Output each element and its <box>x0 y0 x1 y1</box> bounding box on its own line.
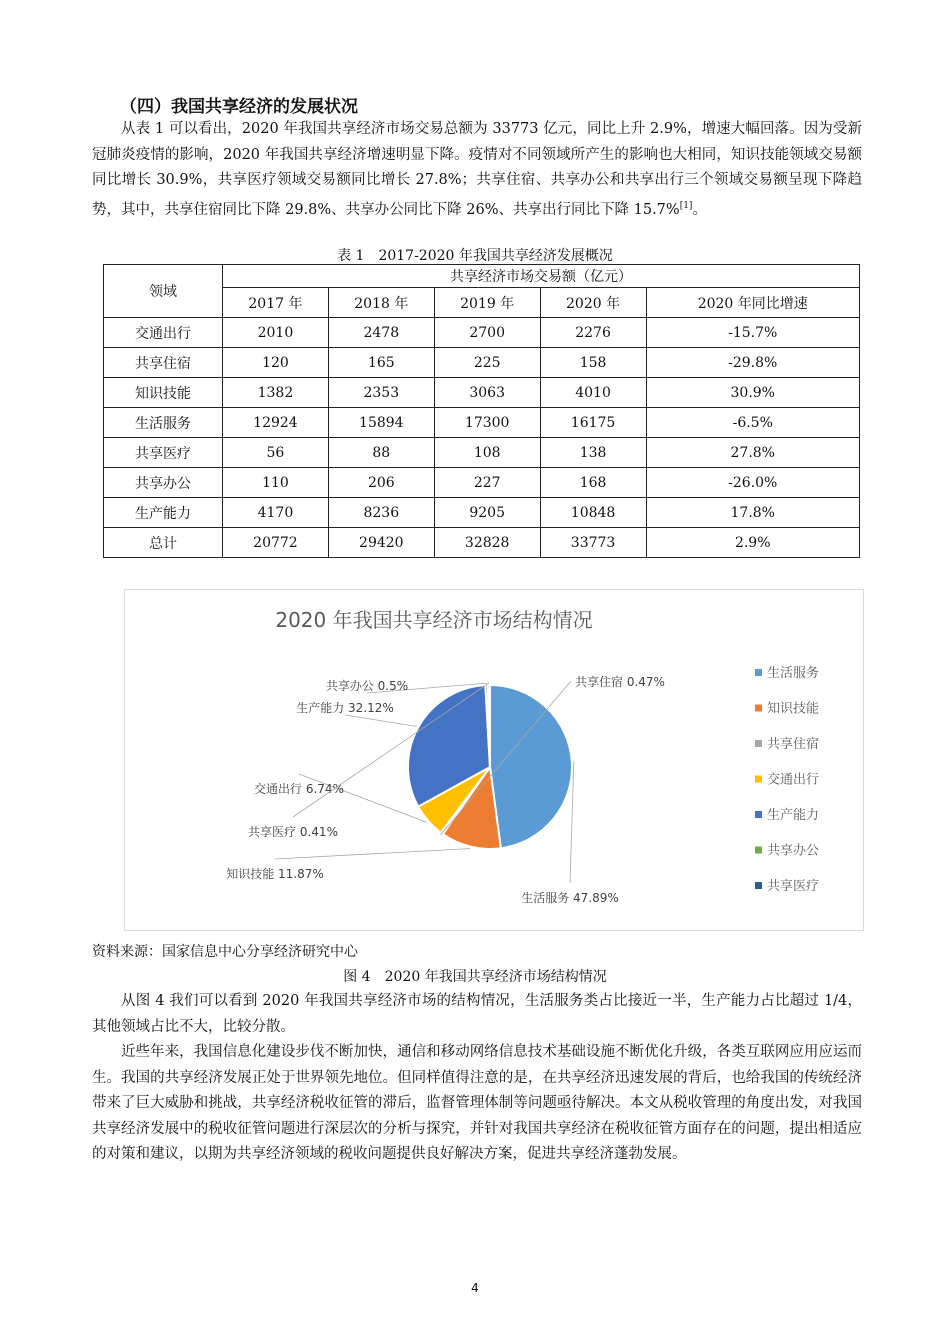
table-cell: 2010 <box>223 318 329 348</box>
table-cell: 88 <box>328 438 434 468</box>
source-note: 资料来源：国家信息中心分享经济研究中心 <box>92 944 358 960</box>
data-label: 知识技能 11.87% <box>226 867 324 881</box>
citation-ref: [1] <box>679 200 693 211</box>
legend-swatch <box>755 847 762 854</box>
row-label: 生产能力 <box>104 498 223 528</box>
table-cell: 9205 <box>434 498 540 528</box>
paragraph-1-end: 。 <box>692 201 707 218</box>
row-label: 知识技能 <box>104 378 223 408</box>
table-cell: 20772 <box>223 528 329 558</box>
pie-slice <box>490 685 572 848</box>
table-header-row <box>104 265 860 288</box>
legend-label: 知识技能 <box>767 701 820 717</box>
column-header: 2020 年 <box>540 288 646 318</box>
pie-chart-container <box>124 589 864 931</box>
table-cell: 2353 <box>328 378 434 408</box>
table-cell: 4170 <box>223 498 329 528</box>
table-cell: 12924 <box>223 408 329 438</box>
column-header: 2018 年 <box>328 288 434 318</box>
figure-caption: 图 4 2020 年我国共享经济市场结构情况 <box>343 969 607 985</box>
table-cell: 4010 <box>540 378 646 408</box>
table-cell: 33773 <box>540 528 646 558</box>
table-cell: 2478 <box>328 318 434 348</box>
table-cell: 227 <box>434 468 540 498</box>
column-header: 2017 年 <box>223 288 329 318</box>
table-row <box>104 528 860 558</box>
table-cell: 108 <box>434 438 540 468</box>
data-table <box>103 264 860 558</box>
legend-label: 共享办公 <box>767 843 820 859</box>
legend-label: 生活服务 <box>767 666 820 681</box>
table-cell: 17300 <box>434 408 540 438</box>
table-cell: 29420 <box>328 528 434 558</box>
data-label: 交通出行 6.74% <box>254 782 344 796</box>
legend-swatch <box>755 669 762 676</box>
row-label: 交通出行 <box>104 318 223 348</box>
table-cell: 206 <box>328 468 434 498</box>
table-cell: -29.8% <box>646 348 860 378</box>
table-cell: 2.9% <box>646 528 860 558</box>
table-cell: 2276 <box>540 318 646 348</box>
paragraph-1 <box>92 117 862 223</box>
table-cell: 225 <box>434 348 540 378</box>
row-label: 总计 <box>104 528 223 558</box>
legend-label: 交通出行 <box>767 772 820 788</box>
legend-swatch <box>755 811 762 818</box>
chart-title: 2020 年我国共享经济市场结构情况 <box>275 608 593 632</box>
table-cell: 30.9% <box>646 378 860 408</box>
leader-line <box>275 849 470 859</box>
legend-label: 共享住宿 <box>767 737 820 752</box>
row-label: 生活服务 <box>104 408 223 438</box>
table-cell: 1382 <box>223 378 329 408</box>
legend-swatch <box>755 705 762 712</box>
table-cell: -15.7% <box>646 318 860 348</box>
paragraph-1-text: 从表 1 可以看出，2020 年我国共享经济市场交易总额为 33773 亿元，同比上升 2.9%，增速大幅回落。因为受新冠肺炎疫情的影响，2020 年我国共享经济增速明显下降。疫情对不同领域所产生的影响也大相同，知识技能领域交易额同比增长 30.9%，共享医疗领域交易额同比增长 27.8%；共享住宿、共享办公和共享出行三个领域交易额呈现下降趋势，其中，共享住宿同比下降 29.8%、共享办公同比下降 26%、共享出行同比下降 15.7% <box>92 121 862 218</box>
pie-chart <box>125 590 863 930</box>
table-cell: 10848 <box>540 498 646 528</box>
table-cell: 56 <box>223 438 329 468</box>
corner-header: 领域 <box>104 265 223 318</box>
page-number: 4 <box>471 1281 479 1295</box>
data-label: 共享住宿 0.47% <box>575 675 665 689</box>
table-row <box>104 468 860 498</box>
table-cell: 16175 <box>540 408 646 438</box>
row-label: 共享医疗 <box>104 438 223 468</box>
table-cell: 8236 <box>328 498 434 528</box>
paragraph-2: 从图 4 我们可以看到 2020 年我国共享经济市场的结构情况，生活服务类占比接近一半，生产能力占比超过 1/4，其他领域占比不大，比较分散。 <box>92 993 862 1035</box>
legend-swatch <box>755 740 762 747</box>
table-row <box>104 348 860 378</box>
table-row <box>104 318 860 348</box>
table-cell: -26.0% <box>646 468 860 498</box>
table-cell: 110 <box>223 468 329 498</box>
table-cell: 27.8% <box>646 438 860 468</box>
table-cell: 32828 <box>434 528 540 558</box>
table-caption: 表 1 2017-2020 年我国共享经济发展概况 <box>337 248 613 264</box>
table-row <box>104 378 860 408</box>
table-row <box>104 408 860 438</box>
chart-legend <box>755 665 819 894</box>
data-label: 生产能力 32.12% <box>296 701 394 715</box>
table-cell: 120 <box>223 348 329 378</box>
table-cell: 168 <box>540 468 646 498</box>
section-heading: （四）我国共享经济的发展状况 <box>120 97 358 117</box>
table-cell: 165 <box>328 348 434 378</box>
legend-label: 共享医疗 <box>767 879 820 894</box>
column-header: 2020 年同比增速 <box>646 288 860 318</box>
table-cell: 138 <box>540 438 646 468</box>
data-label: 共享办公 0.5% <box>325 679 409 693</box>
legend-swatch <box>755 776 762 783</box>
legend-label: 生产能力 <box>767 808 820 823</box>
table-cell: 15894 <box>328 408 434 438</box>
column-header: 2019 年 <box>434 288 540 318</box>
row-label: 共享住宿 <box>104 348 223 378</box>
table-cell: 17.8% <box>646 498 860 528</box>
table-cell: -6.5% <box>646 408 860 438</box>
table-cell: 3063 <box>434 378 540 408</box>
legend-swatch <box>755 882 762 889</box>
pie-slices <box>408 685 572 849</box>
row-label: 共享办公 <box>104 468 223 498</box>
paragraph-3: 近些年来，我国信息化建设步伐不断加快，通信和移动网络信息技术基础设施不断优化升级，各类互联网应用应运而生。我国的共享经济发展正处于世界领先地位。但同样值得注意的是，在共享经济迅速发展的背后，也给我国的传统经济带来了巨大威胁和挑战，共享经济税收征管的滞后，监督管理体制等问题亟待解决。本文从税收管理的角度出发，对我国共享经济发展中的税收征管问题进行深层次的分析与探究，并针对我国共享经济在税收征管方面存在的问题，提出相适应的对策和建议，以期为共享经济领域的税收问题提供良好解决方案，促进共享经济蓬勃发展。 <box>92 1044 862 1162</box>
data-label: 共享医疗 0.41% <box>248 825 338 839</box>
table-row <box>104 498 860 528</box>
table-cell: 158 <box>540 348 646 378</box>
leader-line <box>345 715 417 726</box>
table-row <box>104 438 860 468</box>
table-cell: 2700 <box>434 318 540 348</box>
data-label: 生活服务 47.89% <box>521 891 619 905</box>
group-header: 共享经济市场交易额（亿元） <box>223 265 860 288</box>
